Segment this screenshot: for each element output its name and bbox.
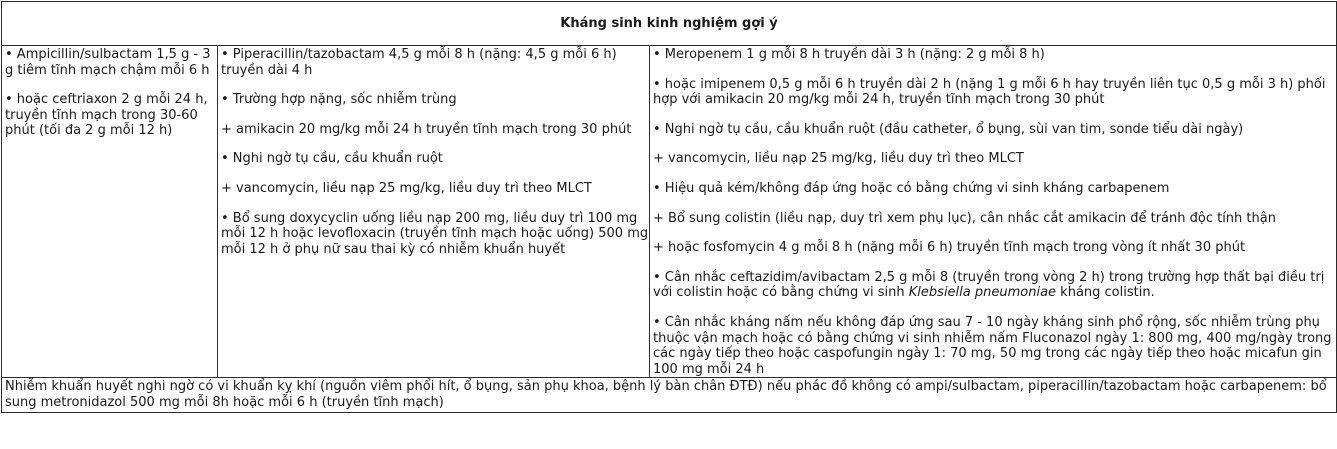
regimen-item: • hoặc ceftriaxon 2 g mỗi 24 h, truyền tĩnh mạch trong 30-60 phút (tối đa 2 g mỗi 12 h) bbox=[5, 92, 208, 139]
footer-row bbox=[2, 378, 1337, 413]
regimen-item: • Piperacillin/tazobactam 4,5 g mỗi 8 h (nặng: 4,5 g mỗi 6 h) truyền dài 4 h bbox=[221, 47, 617, 78]
ceftazidim-text-end: kháng colistin. bbox=[1056, 285, 1155, 301]
regimen-row bbox=[2, 46, 1337, 378]
regimen-item-ceftazidim bbox=[653, 270, 1336, 301]
title-row bbox=[2, 2, 1337, 46]
regimen-item: • hoặc imipenem 0,5 g mỗi 6 h truyền dài 2 h (nặng 1 g mỗi 6 h hay truyền liên tục 0,5 g mỗi 3 h) phối hợp với amikacin 20 mg/kg mỗi 24 h, truyền tĩnh mạch trong 30 phút bbox=[653, 76, 1326, 108]
regimen-column-1 bbox=[2, 46, 218, 378]
regimen-item: + hoặc fosfomycin 4 g mỗi 8 h (nặng mỗi 6 h) truyền tĩnh mạch trong vòng ít nhất 30 phút bbox=[653, 240, 1246, 256]
regimen-item: • Ampicillin/sulbactam 1,5 g - 3 g tiêm tĩnh mạch chậm mỗi 6 h bbox=[5, 47, 211, 78]
regimen-item: • Trường hợp nặng, sốc nhiễm trùng bbox=[221, 92, 457, 108]
regimen-item: • Hiệu quả kém/không đáp ứng hoặc có bằng chứng vi sinh kháng carbapenem bbox=[653, 180, 1170, 196]
regimen-item: + Bổ sung colistin (liều nạp, duy trì xem phụ lục), cân nhắc cắt amikacin để tránh độc tính thận bbox=[653, 210, 1276, 226]
anaerobe-note: Nhiễm khuẩn huyết nghi ngờ có vi khuẩn kỵ khí (nguồn viêm phổi hít, ổ bụng, sản phụ khoa, bệnh lý bàn chân ĐTĐ) nếu phác đồ không có ampi/sulbactam, piperacillin/tazobactam hoặc carbapenem: bổ sung metronidazol 500 mg mỗi 8h hoặc mỗi 6 h (truyền tĩnh mạch) bbox=[2, 378, 1337, 413]
regimen-item: + amikacin 20 mg/kg mỗi 24 h truyền tĩnh mạch trong 30 phút bbox=[221, 121, 632, 137]
regimen-item: • Cân nhắc kháng nấm nếu không đáp ứng sau 7 - 10 ngày kháng sinh phổ rộng, sốc nhiễm trùng phụ thuộc vận mạch hoặc có bằng chứng vi sinh nhiễm nấm Fluconazol ngày 1: 800 mg, 400 mg/ngày trong các ngày tiếp theo hoặc caspofungin ngày 1: 70 mg, 50 mg trong các ngày tiếp theo hoặc micafun gin 100 mg mỗi 24 h bbox=[653, 314, 1332, 377]
regimen-item: + vancomycin, liều nạp 25 mg/kg, liều duy trì theo MLCT bbox=[221, 180, 592, 196]
regimen-column-2 bbox=[218, 46, 650, 378]
regimen-item: • Bổ sung doxycyclin uống liều nạp 200 mg, liều duy trì 100 mg mỗi 12 h hoặc levofloxacin (truyền tĩnh mạch hoặc uống) 500 mg mỗi 12 h ở phụ nữ sau thai kỳ có nhiễm khuẩn huyết bbox=[221, 210, 649, 257]
regimen-item: • Nghi ngờ tụ cầu, cầu khuẩn ruột bbox=[221, 151, 443, 167]
regimen-column-3 bbox=[650, 46, 1337, 378]
table-title: Kháng sinh kinh nghiệm gợi ý bbox=[2, 2, 1337, 46]
regimen-item: + vancomycin, liều nạp 25 mg/kg, liều duy trì theo MLCT bbox=[653, 151, 1024, 167]
regimen-item: • Nghi ngờ tụ cầu, cầu khuẩn ruột (đầu catheter, ổ bụng, sùi van tim, sonde tiểu dài ngày) bbox=[653, 121, 1244, 137]
ceftazidim-text: • Cân nhắc ceftazidim/avibactam 2,5 g mỗi 8 (truyền trong vòng 2 h) trong trường hợp thất bại điều trị với colistin hoặc có bằng chứng vi sinh bbox=[653, 269, 1325, 301]
regimen-item: • Meropenem 1 g mỗi 8 h truyền dài 3 h (nặng: 2 g mỗi 8 h) bbox=[653, 47, 1045, 62]
antibiotic-table bbox=[1, 1, 1337, 413]
organism-name: Klebsiella pneumoniae bbox=[908, 285, 1057, 301]
